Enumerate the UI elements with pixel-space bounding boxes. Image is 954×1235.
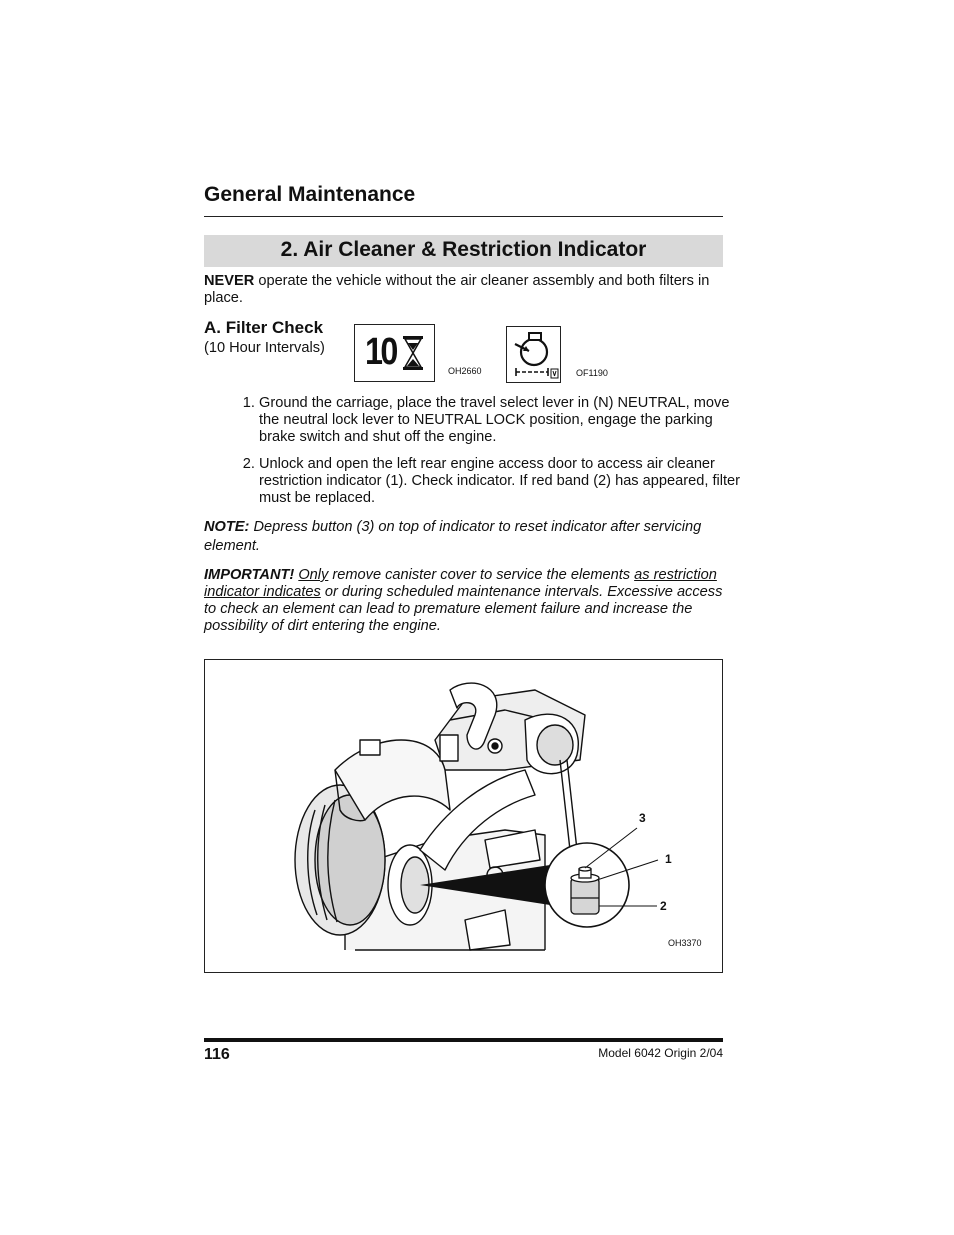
important-text-2: or during scheduled maintenance intervals. Excessive access to check an element can lead to premature element failure and increase the possibility of dirt entering the engine. <box>204 584 723 634</box>
never-paragraph <box>204 273 723 307</box>
important-only: Only <box>298 567 329 583</box>
filter-check-interval: (10 Hour Intervals) <box>204 340 325 356</box>
note-label: NOTE: <box>204 519 250 535</box>
figure-code: OH3370 <box>668 938 702 948</box>
note-text: Depress button (3) on top of indicator to reset indicator after servicing element. <box>204 519 702 554</box>
step-2: 2. Unlock and open the left rear engine access door to access air cleaner restriction indicator (1). Check indicator. If red band (2) has appeared, filter must be replaced. <box>259 456 752 507</box>
callout-1: 1 <box>665 852 672 866</box>
footer-rule <box>204 1038 723 1042</box>
note-paragraph <box>204 518 723 556</box>
chapter-title: 2. Air Cleaner & Restriction Indicator <box>280 238 647 261</box>
air-filter-symbol-icon <box>507 327 560 382</box>
footer-model-origin: Model 6042 Origin 2/04 <box>598 1046 723 1060</box>
important-text-1: remove canister cover to service the elements <box>328 567 635 583</box>
important-label: IMPORTANT! <box>204 567 295 583</box>
filter-check-heading: A. Filter Check <box>204 318 324 337</box>
never-label: NEVER <box>204 273 255 289</box>
section-title: General Maintenance <box>204 183 416 206</box>
callout-2: 2 <box>660 899 667 913</box>
icon2-code: OF1190 <box>576 368 608 378</box>
important-paragraph <box>204 567 723 635</box>
icon1-code: OH2660 <box>448 366 482 376</box>
page-number: 116 <box>204 1046 230 1063</box>
hour-interval-icon <box>354 324 435 382</box>
hour-interval-number: 10 <box>365 331 396 373</box>
air-filter-icon <box>506 326 561 383</box>
title-rule <box>204 216 723 217</box>
callout-3: 3 <box>639 811 646 825</box>
important-underlined: as restriction indicator indicates <box>204 567 717 600</box>
engine-figure <box>204 659 723 973</box>
procedure-steps <box>230 395 752 517</box>
never-text: operate the vehicle without the air cleaner assembly and both filters in place. <box>204 273 710 306</box>
hourglass-icon <box>402 335 424 371</box>
step-1: 1. Ground the carriage, place the travel select lever in (N) NEUTRAL, move the neutral lock lever to NEUTRAL LOCK position, engage the parking brake switch and shut off the engine. <box>259 395 752 446</box>
